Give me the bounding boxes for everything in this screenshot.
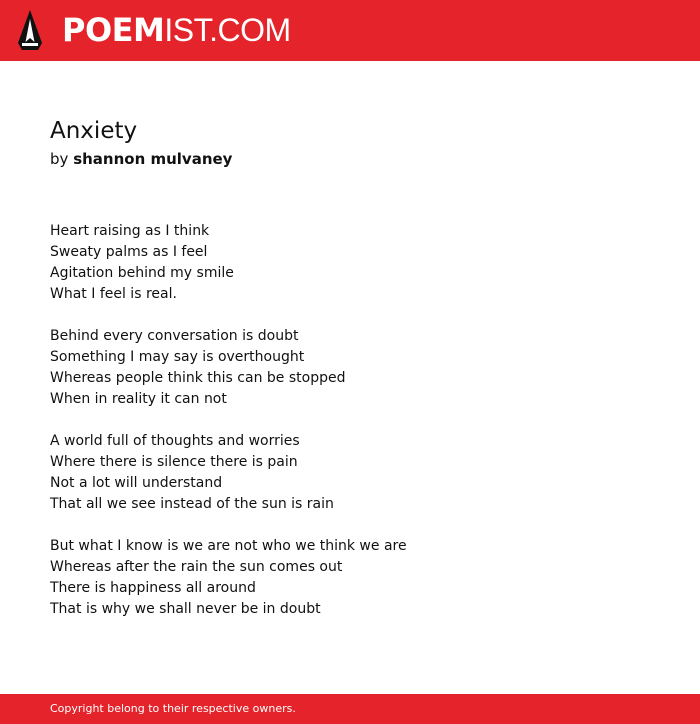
pencil-logo-icon[interactable] [18, 10, 42, 50]
stanza [50, 536, 650, 620]
copyright-text: Copyright belong to their respective owners. [50, 702, 296, 715]
site-logo-link[interactable] [62, 12, 291, 48]
poem-line: Behind every conversation is doubt [50, 328, 299, 344]
stanza [50, 431, 650, 515]
poem-line: Where there is silence there is pain [50, 454, 298, 470]
poem-content [50, 116, 650, 641]
poem-author: shannon mulvaney [73, 150, 233, 168]
poem-line: When in reality it can not [50, 391, 227, 407]
poem-line: Agitation behind my smile [50, 265, 234, 281]
poem-title: Anxiety [50, 118, 138, 144]
poem-line: Not a lot will understand [50, 475, 223, 491]
poem-line: A world full of thoughts and worries [50, 433, 300, 449]
poem-line: Something I may say is overthought [50, 349, 305, 365]
brand-name-light: IST.COM [164, 12, 291, 48]
brand-name-bold: POEM [62, 11, 165, 49]
poem-line: Whereas after the rain the sun comes out [50, 559, 343, 575]
poem-line: What I feel is real. [50, 286, 177, 302]
poem-body [50, 221, 650, 620]
poem-line: There is happiness all around [50, 580, 256, 596]
poem-line: That all we see instead of the sun is rain [50, 496, 334, 512]
poem-line: That is why we shall never be in doubt [50, 601, 321, 617]
stanza [50, 326, 650, 410]
poem-line: Sweaty palms as I feel [50, 244, 208, 260]
poem-line: Heart raising as I think [50, 223, 210, 239]
poem-line: Whereas people think this can be stopped [50, 370, 346, 386]
poem-line: But what I know is we are not who we think we are [50, 538, 407, 554]
stanza [50, 221, 650, 305]
poem-byline [50, 148, 650, 170]
site-footer [0, 694, 700, 724]
site-header [0, 0, 700, 61]
byline-label: by [50, 150, 69, 168]
